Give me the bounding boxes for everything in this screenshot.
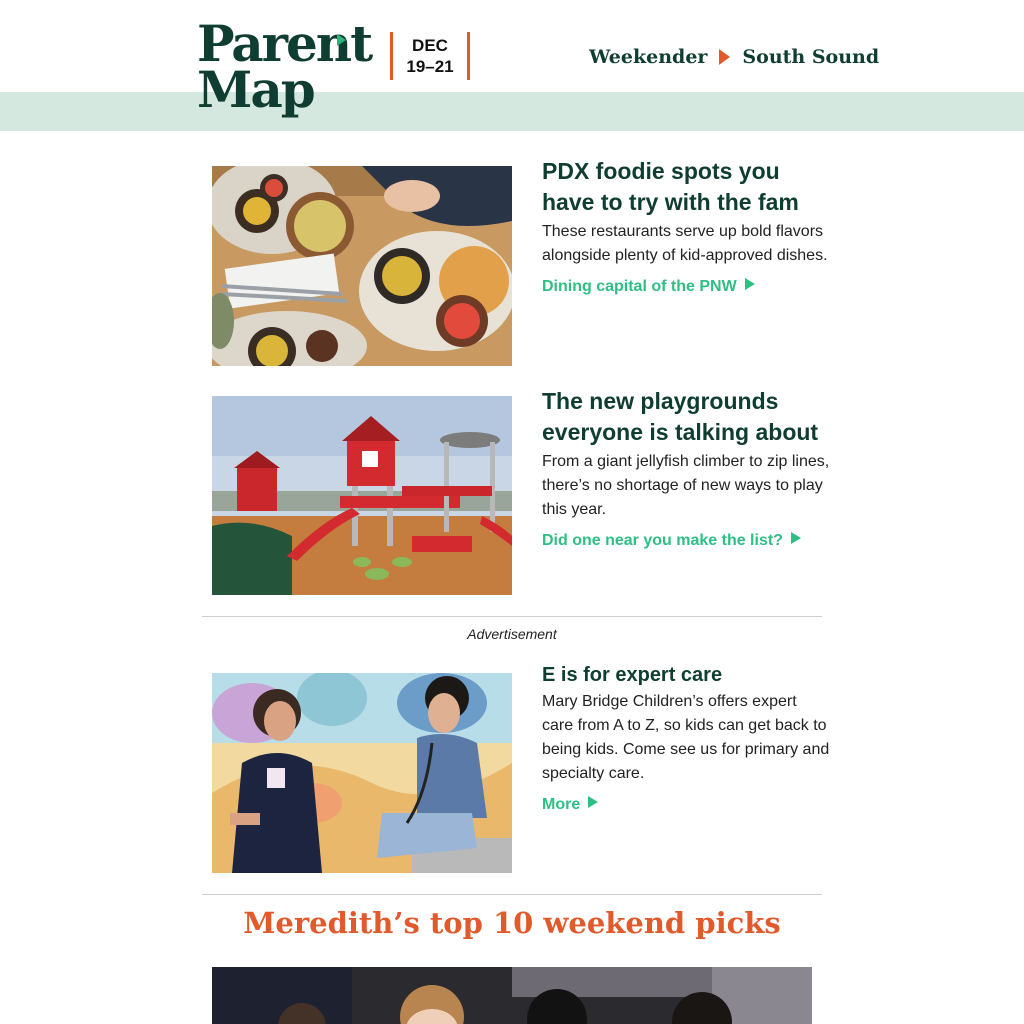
playground-photo[interactable]: [212, 396, 512, 595]
article-link-food[interactable]: [542, 278, 755, 296]
ad-photo-illustration: [212, 673, 512, 873]
article-text-playgrounds: [542, 388, 832, 550]
issue-date: [390, 32, 470, 80]
region-name: South Sound: [742, 46, 880, 68]
article-card-playgrounds: [212, 388, 830, 596]
link-label: Did one near you make the list?: [542, 532, 783, 549]
food-photo[interactable]: [212, 166, 512, 366]
parentmap-logo[interactable]: [197, 14, 372, 124]
article-headline[interactable]: The new playgrounds everyone is talking about: [542, 388, 819, 445]
article-text-food: [542, 158, 832, 296]
article-description: These restaurants serve up bold flavors alongside plenty of kid-approved dishes.: [542, 223, 828, 264]
article-headline[interactable]: PDX foodie spots you have to try with the fam: [542, 158, 799, 215]
newsletter-name: Weekender: [589, 46, 708, 68]
issue-days: 19–21: [406, 57, 454, 76]
logo-play-icon: [337, 34, 346, 46]
link-label: Dining capital of the PNW: [542, 278, 737, 295]
play-arrow-icon: [588, 796, 598, 808]
logo-word-map: Map: [197, 60, 314, 119]
weekend-picks-photo-illustration: [212, 967, 812, 1024]
logo-word-parent: Parent: [197, 14, 372, 73]
advertisement-label: Advertisement: [467, 626, 557, 642]
playground-photo-illustration: [212, 396, 512, 595]
article-description: From a giant jellyfish climber to zip lines, there’s no shortage of new ways to play this year.: [542, 453, 830, 518]
play-arrow-icon: [745, 278, 755, 290]
ad-description: Mary Bridge Children’s offers expert care from A to Z, so kids can get back to being kids. Come see us for primary and specialty care.: [542, 693, 830, 782]
ad-more-link[interactable]: [542, 796, 598, 814]
weekend-picks-photo[interactable]: [212, 967, 812, 1024]
ad-card: [212, 664, 830, 873]
article-card-food: [212, 158, 828, 366]
divider: [202, 894, 822, 895]
arrow-right-icon: [719, 49, 730, 65]
divider: [202, 616, 822, 617]
ad-headline[interactable]: E is for expert care: [542, 664, 723, 686]
header: [0, 0, 1024, 131]
link-label: More: [542, 796, 581, 813]
edition-label: [589, 44, 879, 70]
weekend-picks-heading: Meredith’s top 10 weekend picks: [243, 906, 781, 940]
ad-text: [542, 664, 832, 814]
food-photo-illustration: [212, 166, 512, 366]
ad-photo[interactable]: [212, 673, 512, 873]
play-arrow-icon: [791, 532, 801, 544]
article-link-playgrounds[interactable]: [542, 532, 801, 550]
issue-month: DEC: [412, 36, 448, 55]
